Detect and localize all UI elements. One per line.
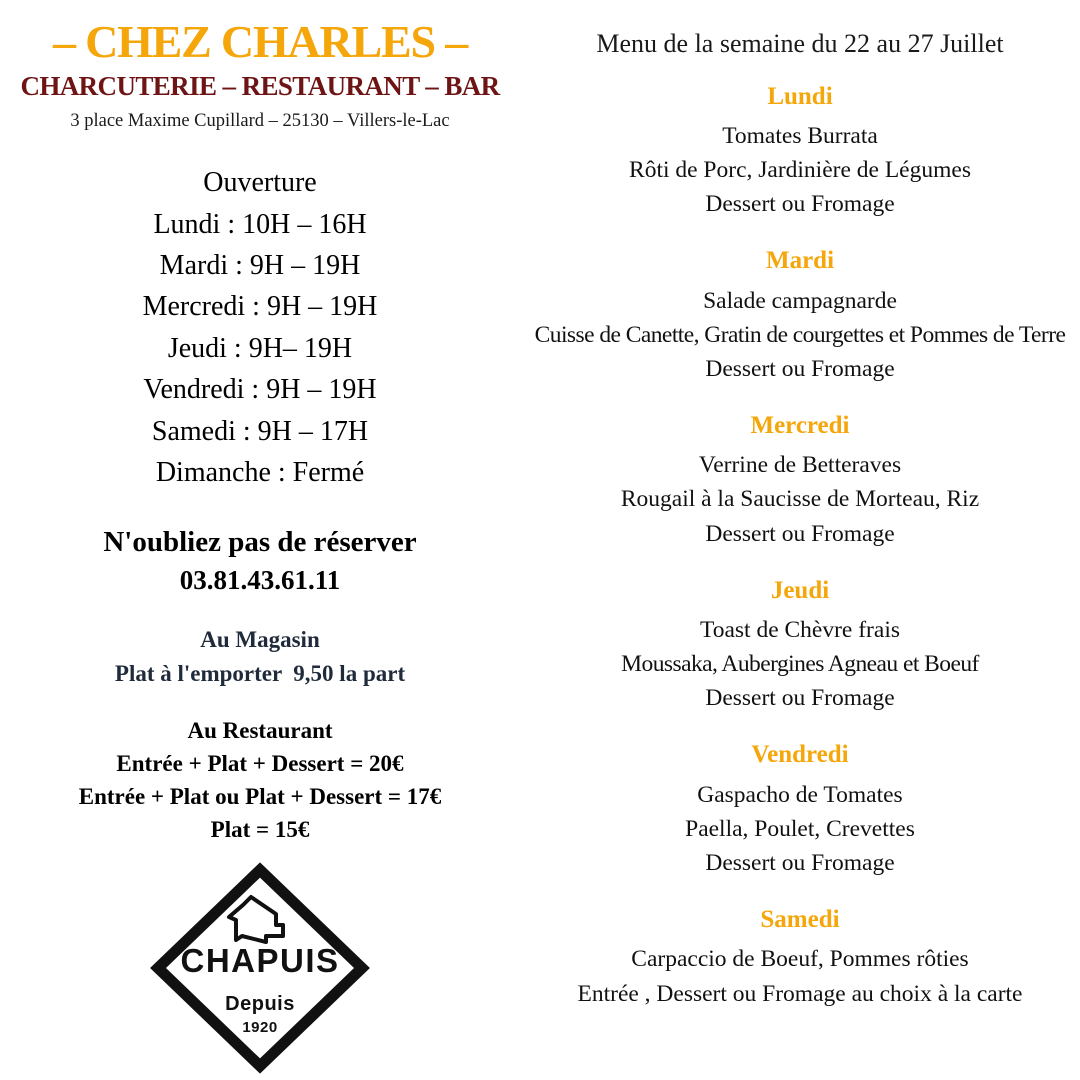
menu-week-title: Menu de la semaine du 22 au 27 Juillet: [596, 29, 1004, 58]
shop-pricing-section: [8, 624, 512, 688]
hours-line-mardi: Mardi : 9H – 19H: [159, 250, 361, 282]
chalet-icon: [229, 897, 283, 942]
logo-since-label: Depuis: [225, 993, 295, 1016]
price-plat: Plat = 15€: [210, 817, 310, 843]
restaurant-pricing-section: [8, 715, 512, 847]
shop-takeaway-price: Plat à l'emporter 9,50 la part: [114, 660, 406, 686]
menu-day-lundi: [526, 81, 1074, 222]
menu-item: Paella, Poulet, Crevettes: [685, 815, 915, 842]
brand-address: 3 place Maxime Cupillard – 25130 – Villers-le-Lac: [70, 110, 450, 131]
day-heading-mercredi: Mercredi: [750, 411, 850, 439]
logo-name: CHAPUIS: [180, 942, 340, 980]
restaurant-title: Au Restaurant: [187, 717, 333, 743]
opening-hours-heading: Ouverture: [203, 167, 317, 199]
hours-line-samedi: Samedi : 9H – 17H: [151, 415, 369, 447]
chapuis-logo-svg: [150, 862, 370, 1074]
menu-item: Dessert ou Fromage: [705, 849, 895, 876]
reservation-phone[interactable]: 03.81.43.61.11: [179, 565, 341, 596]
menu-item: Salade campagnarde: [703, 287, 897, 314]
menu-item: Rôti de Porc, Jardinière de Légumes: [629, 157, 971, 184]
hours-line-vendredi: Vendredi : 9H – 19H: [143, 374, 377, 406]
day-heading-vendredi: Vendredi: [751, 741, 849, 769]
menu-item: Dessert ou Fromage: [705, 685, 895, 712]
hours-line-mercredi: Mercredi : 9H – 19H: [142, 291, 378, 323]
hours-line-lundi: Lundi : 10H – 16H: [153, 208, 367, 240]
menu-item: Carpaccio de Boeuf, Pommes rôties: [631, 946, 969, 973]
page-title: – CHEZ CHARLES –: [52, 16, 468, 67]
hours-line-jeudi: Jeudi : 9H– 19H: [167, 332, 353, 364]
menu-item: Entrée , Dessert ou Fromage au choix à la carte: [577, 980, 1023, 1007]
info-column: [0, 0, 520, 1080]
menu-item: Cuisse de Canette, Gratin de courgettes et Pommes de Terre: [534, 321, 1066, 348]
menu-day-mercredi: [526, 410, 1074, 551]
menu-item: Dessert ou Fromage: [705, 520, 895, 547]
menu-item: Rougail à la Saucisse de Morteau, Riz: [620, 486, 980, 513]
opening-hours-section: [8, 162, 512, 494]
hours-line-dimanche: Dimanche : Fermé: [155, 457, 365, 489]
menu-day-mardi: [526, 245, 1074, 386]
menu-item: Dessert ou Fromage: [705, 355, 895, 382]
menu-day-samedi: [526, 904, 1074, 1011]
price-two-courses: Entrée + Plat ou Plat + Dessert = 17€: [78, 783, 442, 809]
menu-item: Toast de Chèvre frais: [700, 617, 900, 644]
day-heading-jeudi: Jeudi: [770, 576, 830, 604]
brand-subtitle: CHARCUTERIE – RESTAURANT – BAR: [20, 71, 500, 102]
day-heading-lundi: Lundi: [767, 82, 833, 110]
reservation-section: [8, 524, 512, 599]
menu-day-vendredi: [526, 739, 1074, 880]
day-heading-samedi: Samedi: [760, 905, 840, 933]
logo-since-year: 1920: [242, 1019, 278, 1037]
price-entree-plat-dessert: Entrée + Plat + Dessert = 20€: [116, 750, 404, 776]
menu-item: Gaspacho de Tomates: [697, 781, 903, 808]
menu-day-jeudi: [526, 575, 1074, 716]
menu-item: Moussaka, Aubergines Agneau et Boeuf: [621, 651, 979, 678]
chapuis-logo: [8, 862, 512, 1074]
reservation-title: N'oubliez pas de réserver: [103, 525, 417, 558]
day-heading-mardi: Mardi: [765, 247, 835, 275]
menu-item: Tomates Burrata: [722, 123, 878, 149]
menu-item: Verrine de Betteraves: [698, 452, 902, 479]
weekly-menu-column: [520, 0, 1080, 1080]
shop-title: Au Magasin: [200, 627, 320, 653]
menu-item: Dessert ou Fromage: [705, 191, 895, 218]
